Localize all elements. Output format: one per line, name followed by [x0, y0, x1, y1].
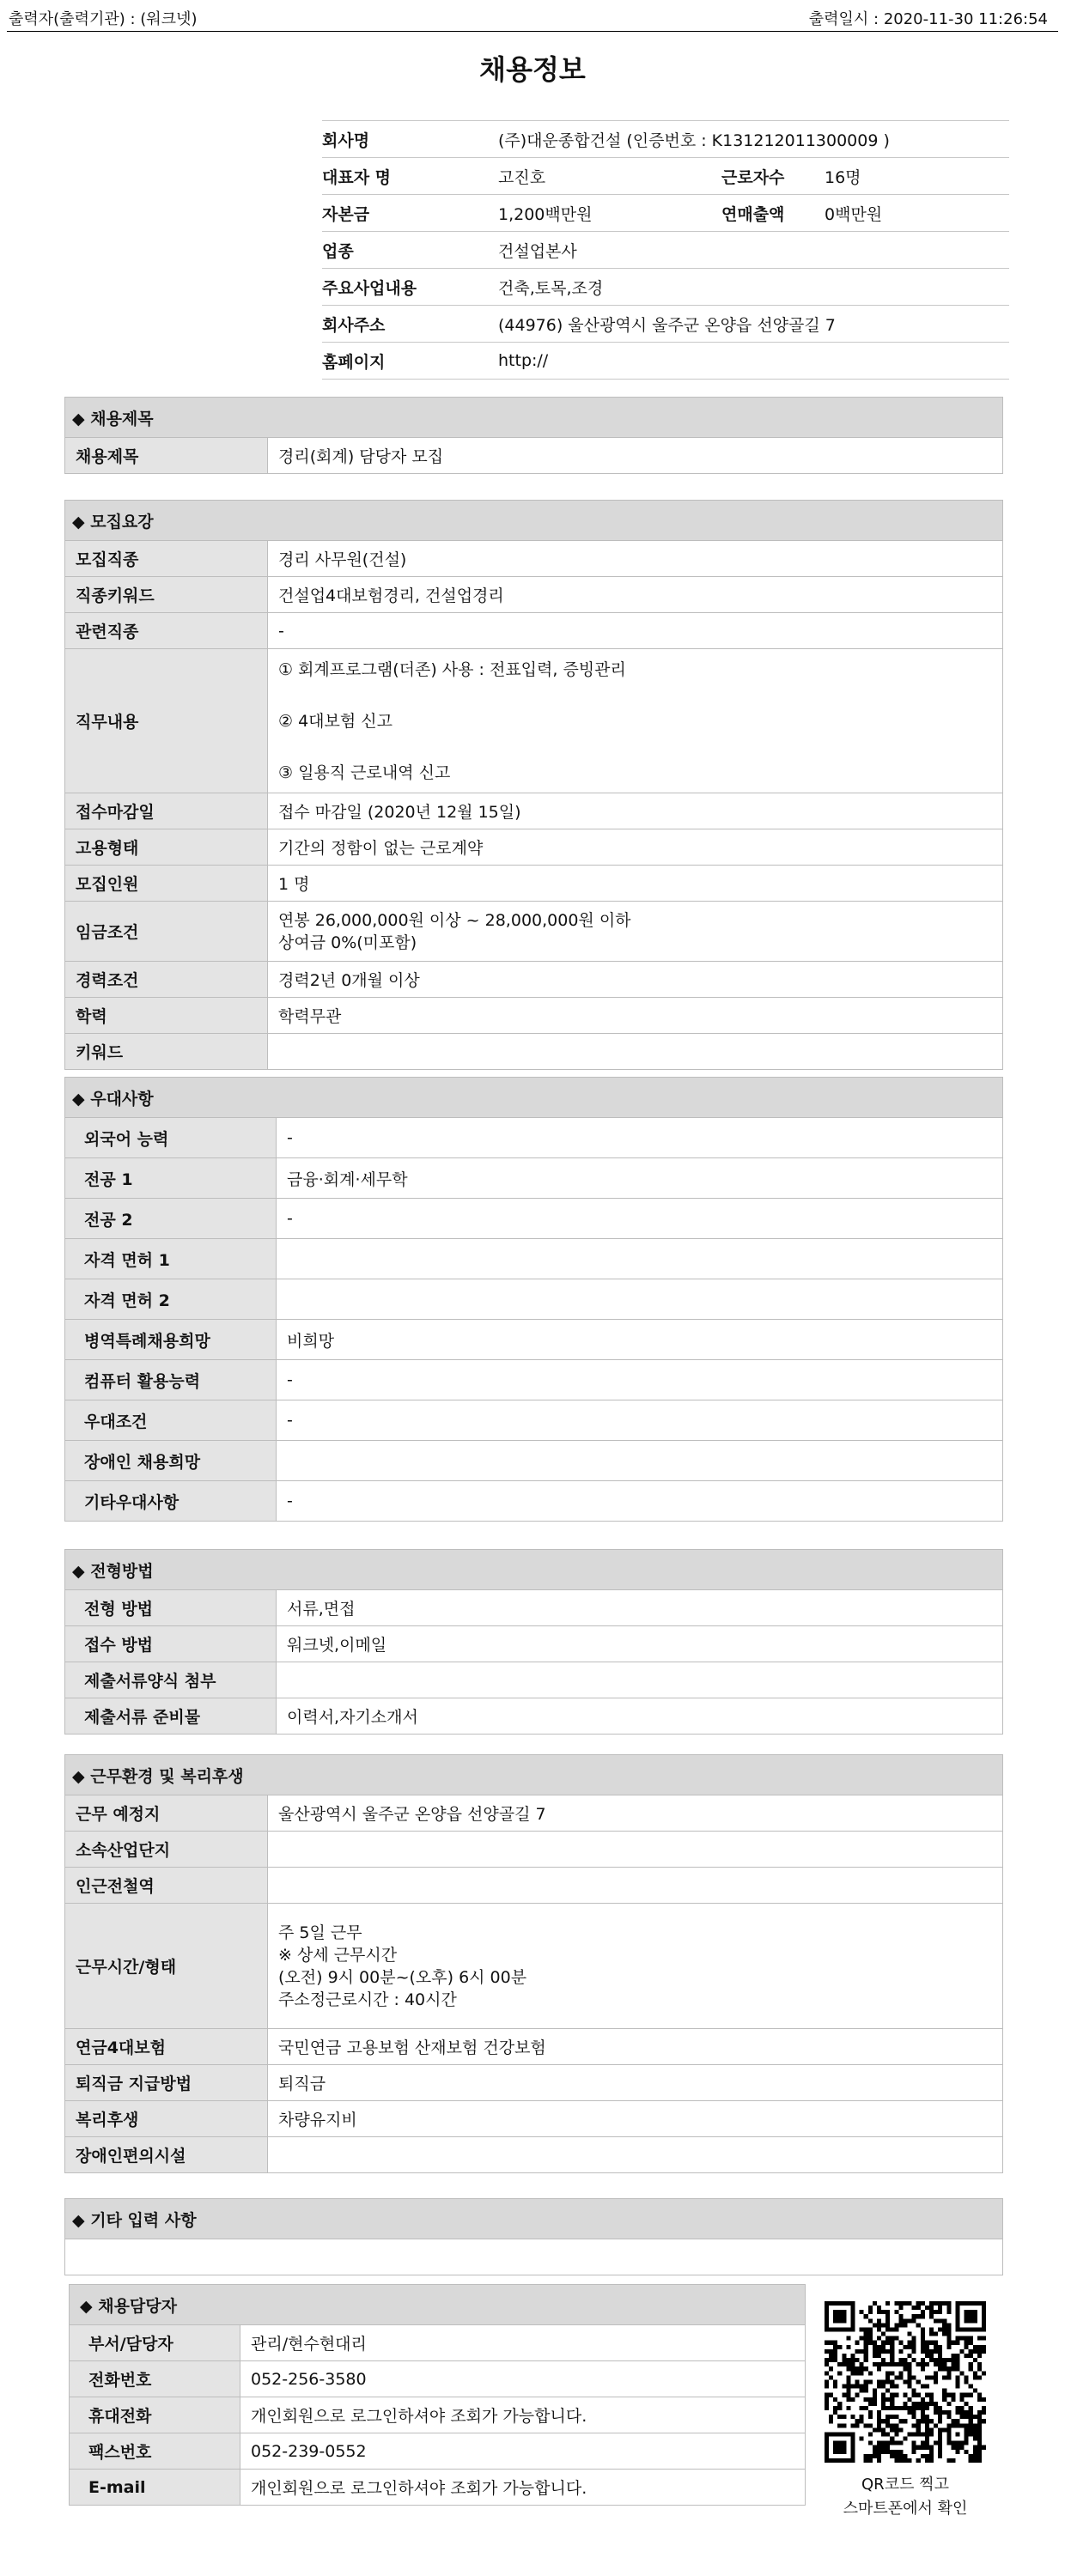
industry-label: 업종 — [322, 232, 498, 269]
preference-row-label: 자격 면허 1 — [65, 1239, 277, 1279]
recruit-row-value: 건설업4대보험경리, 건설업경리 — [268, 577, 1003, 613]
qr-caption-line: 스마트폰에서 확인 — [843, 2500, 968, 2518]
contact-section — [69, 2284, 806, 2506]
business-label: 주요사업내용 — [322, 269, 498, 306]
etc-heading: ◆ 기타 입력 사항 — [65, 2199, 1003, 2239]
contact-row-label: 전화번호 — [70, 2361, 240, 2397]
environment-row-label: 인근전철역 — [65, 1868, 268, 1904]
print-timestamp: 출력일시 : 2020-11-30 11:26:54 — [808, 10, 1048, 28]
preference-section — [64, 1077, 1003, 1522]
selection-row-label: 전형 방법 — [65, 1590, 277, 1626]
recruit-row-label: 경력조건 — [65, 962, 268, 998]
selection-row-value: 이력서,자기소개서 — [277, 1698, 1003, 1735]
preference-row-label: 전공 1 — [65, 1158, 277, 1199]
work-hours-line: 주 5일 근무 — [278, 1923, 362, 1942]
selection-row-value — [277, 1662, 1003, 1698]
recruit-row-value: 경리 사무원(건설) — [268, 541, 1003, 577]
environment-row-label: 복리후생 — [65, 2101, 268, 2137]
contact-row-label: 팩스번호 — [70, 2433, 240, 2470]
recruit-row-label: 키워드 — [65, 1034, 268, 1070]
recruit-row-label: 고용형태 — [65, 829, 268, 866]
duty-line-blank — [278, 734, 1001, 760]
preference-row-value: - — [277, 1199, 1003, 1239]
job-duties-value — [268, 649, 1003, 793]
work-hours-line: 주소정근로시간 : 40시간 — [278, 1990, 457, 2009]
workers-label: 근로자수 — [721, 158, 825, 195]
duty-line: ② 4대보험 신고 — [278, 711, 393, 731]
preference-row-label: 우대조건 — [65, 1400, 277, 1441]
homepage-link[interactable]: http:// — [498, 343, 1009, 380]
environment-row-value: 국민연금 고용보험 산재보험 건강보험 — [268, 2029, 1003, 2065]
preference-row-value: 비희망 — [277, 1320, 1003, 1360]
preference-row-value: - — [277, 1400, 1003, 1441]
preference-row-label: 외국어 능력 — [65, 1118, 277, 1158]
preference-row-label: 기타우대사항 — [65, 1481, 277, 1522]
recruit-row-label: 직무내용 — [65, 649, 268, 793]
environment-row-value: 차량유지비 — [268, 2101, 1003, 2137]
preference-row-label: 전공 2 — [65, 1199, 277, 1239]
homepage-label: 홈페이지 — [322, 343, 498, 380]
environment-row-value — [268, 1832, 1003, 1868]
environment-row-label: 근무시간/형태 — [65, 1904, 268, 2029]
address-value: (44976) 울산광역시 울주군 온양읍 선양골길 7 — [498, 306, 1009, 343]
recruit-row-value: 1 명 — [268, 866, 1003, 902]
preference-row-value: 금융·회계·세무학 — [277, 1158, 1003, 1199]
job-title-label: 채용제목 — [65, 438, 268, 474]
work-hours-line: (오전) 9시 00분~(오후) 6시 00분 — [278, 1967, 527, 1987]
duty-line: ① 회계프로그램(더존) 사용 : 전표입력, 증빙관리 — [278, 659, 626, 679]
environment-heading: ◆ 근무환경 및 복리후생 — [65, 1755, 1003, 1795]
environment-row-value: 울산광역시 울주군 온양읍 선양골길 7 — [268, 1795, 1003, 1832]
qr-caption-line: QR코드 찍고 — [861, 2476, 949, 2494]
selection-row-label: 제출서류양식 첨부 — [65, 1662, 277, 1698]
etc-section — [64, 2198, 1003, 2275]
contact-row-label: 휴대전화 — [70, 2397, 240, 2433]
preference-row-value — [277, 1239, 1003, 1279]
capital-value: 1,200백만원 — [498, 195, 721, 232]
bonus-line: 상여금 0%(미포함) — [278, 933, 417, 952]
workers-value: 16명 — [825, 158, 1009, 195]
recruit-row-label: 관련직종 — [65, 613, 268, 649]
environment-row-label: 근무 예정지 — [65, 1795, 268, 1832]
preference-row-label: 병역특례채용희망 — [65, 1320, 277, 1360]
preference-row-value: - — [277, 1360, 1003, 1400]
preference-row-value — [277, 1279, 1003, 1320]
environment-row-label: 연금4대보험 — [65, 2029, 268, 2065]
recruit-row-label: 접수마감일 — [65, 793, 268, 829]
contact-row-label: E-mail — [70, 2470, 240, 2506]
environment-row-value — [268, 1868, 1003, 1904]
preference-row-label: 장애인 채용희망 — [65, 1441, 277, 1481]
recruit-row-label: 직종키워드 — [65, 577, 268, 613]
selection-section — [64, 1549, 1003, 1735]
printer-info: 출력자(출력기관) : (워크넷) — [9, 10, 198, 28]
preference-row-value — [277, 1441, 1003, 1481]
selection-heading: ◆ 전형방법 — [65, 1550, 1003, 1590]
selection-row-value: 서류,면접 — [277, 1590, 1003, 1626]
selection-row-value: 워크넷,이메일 — [277, 1626, 1003, 1662]
selection-row-label: 제출서류 준비물 — [65, 1698, 277, 1735]
recruit-section — [64, 500, 1003, 1070]
recruit-row-value: 경력2년 0개월 이상 — [268, 962, 1003, 998]
preference-row-value: - — [277, 1118, 1003, 1158]
fax-value: 052-239-0552 — [240, 2433, 806, 2470]
selection-row-label: 접수 방법 — [65, 1626, 277, 1662]
recruit-row-label: 학력 — [65, 998, 268, 1034]
job-title-section — [64, 397, 1003, 474]
sales-label: 연매출액 — [721, 195, 825, 232]
industry-value: 건설업본사 — [498, 232, 1009, 269]
salary-line: 연봉 26,000,000원 이상 ~ 28,000,000원 이하 — [278, 910, 631, 930]
recruit-row-label: 모집인원 — [65, 866, 268, 902]
job-title-value: 경리(회계) 담당자 모집 — [268, 438, 1003, 474]
recruit-heading: ◆ 모집요강 — [65, 501, 1003, 541]
address-label: 회사주소 — [322, 306, 498, 343]
preference-heading: ◆ 우대사항 — [65, 1078, 1003, 1118]
page-title: 채용정보 — [479, 53, 586, 86]
environment-row-value — [268, 2137, 1003, 2173]
recruit-row-label: 임금조건 — [65, 902, 268, 962]
recruit-row-value: - — [268, 613, 1003, 649]
company-info-table — [322, 120, 1009, 380]
company-name-label: 회사명 — [322, 121, 498, 158]
phone-value: 052-256-3580 — [240, 2361, 806, 2397]
ceo-value: 고진호 — [498, 158, 721, 195]
preference-row-label: 컴퓨터 활용능력 — [65, 1360, 277, 1400]
company-name: (주)대운종합건설 (인증번호 : K131212011300009 ) — [498, 121, 1009, 158]
environment-row-label: 소속산업단지 — [65, 1832, 268, 1868]
recruit-row-value: 학력무관 — [268, 998, 1003, 1034]
ceo-label: 대표자 명 — [322, 158, 498, 195]
qr-code-icon — [825, 2301, 986, 2463]
qr-caption — [825, 2473, 986, 2521]
recruit-row-label: 모집직종 — [65, 541, 268, 577]
environment-row-label: 장애인편의시설 — [65, 2137, 268, 2173]
header-divider — [7, 31, 1058, 32]
recruit-row-value: 기간의 정함이 없는 근로계약 — [268, 829, 1003, 866]
sales-value: 0백만원 — [825, 195, 1009, 232]
environment-section — [64, 1754, 1003, 2173]
print-header — [0, 7, 1065, 33]
preference-row-value: - — [277, 1481, 1003, 1522]
preference-row-label: 자격 면허 2 — [65, 1279, 277, 1320]
duty-line-blank — [278, 683, 1001, 708]
work-hours-line: ※ 상세 근무시간 — [278, 1945, 398, 1965]
environment-row-label: 퇴직금 지급방법 — [65, 2065, 268, 2101]
contact-row-value: 관리/현수현대리 — [240, 2325, 806, 2361]
capital-label: 자본금 — [322, 195, 498, 232]
environment-row-value: 퇴직금 — [268, 2065, 1003, 2101]
contact-heading: ◆ 채용담당자 — [70, 2285, 806, 2325]
job-title-heading: ◆ 채용제목 — [65, 398, 1003, 438]
salary-value — [268, 902, 1003, 962]
etc-value — [65, 2239, 1003, 2275]
email-value: 개인회원으로 로그인하셔야 조회가 가능합니다. — [240, 2470, 806, 2506]
business-value: 건축,토목,조경 — [498, 269, 1009, 306]
recruit-row-value — [268, 1034, 1003, 1070]
work-hours-value — [268, 1904, 1003, 2029]
contact-row-label: 부서/담당자 — [70, 2325, 240, 2361]
duty-line: ③ 일용직 근로내역 신고 — [278, 762, 451, 782]
mobile-value: 개인회원으로 로그인하셔야 조회가 가능합니다. — [240, 2397, 806, 2433]
recruit-row-value: 접수 마감일 (2020년 12월 15일) — [268, 793, 1003, 829]
